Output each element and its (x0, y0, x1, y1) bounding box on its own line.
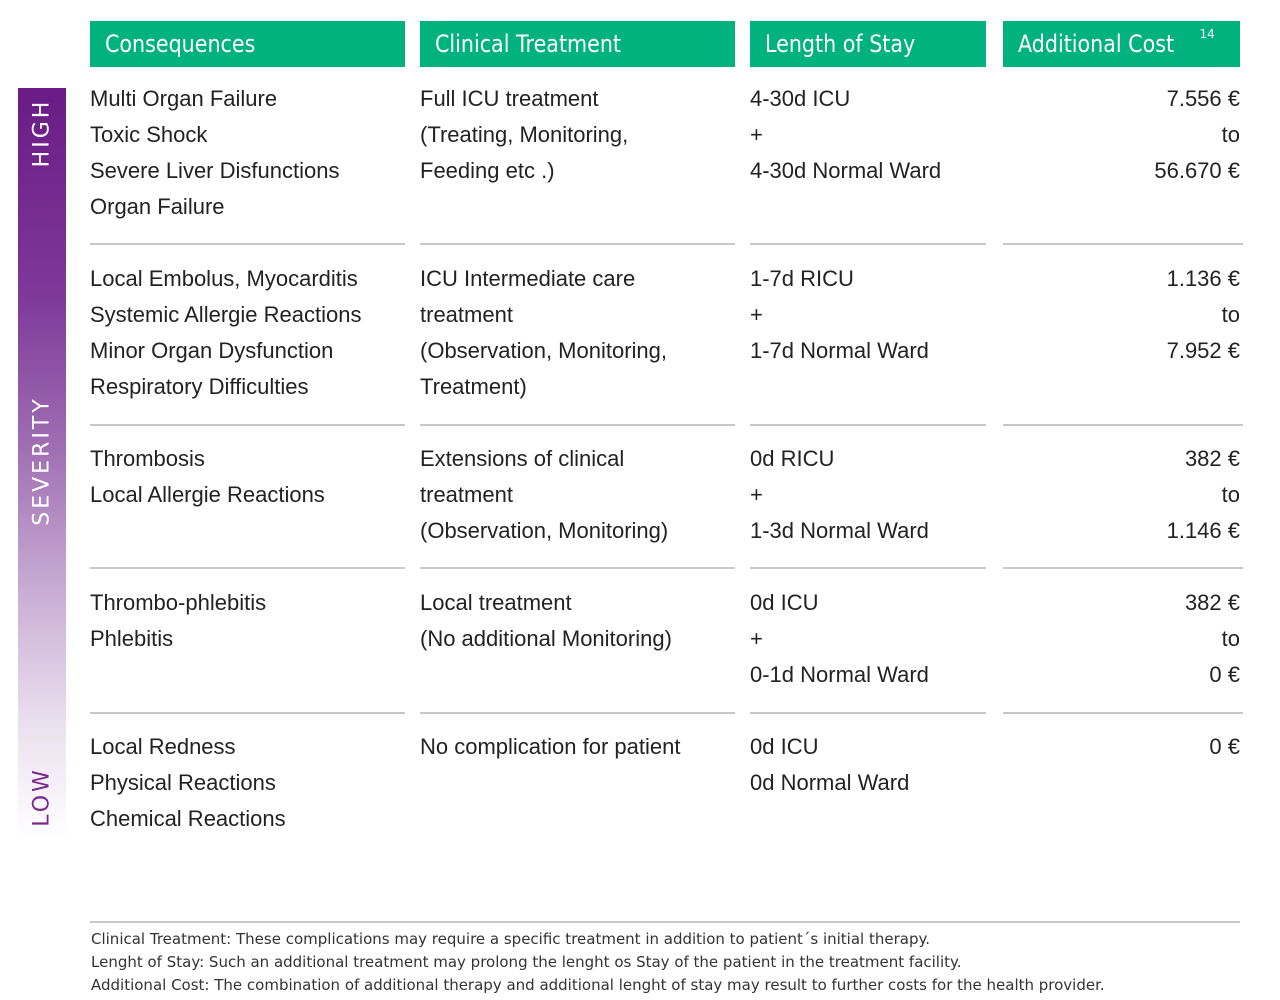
cell-line: Chemical Reactions (90, 806, 286, 831)
cell-line: 1-7d Normal Ward (750, 338, 929, 363)
footnotes (91, 928, 1105, 997)
cell-line: 382 € (1184, 446, 1240, 471)
footnote-additional-cost: Additional Cost: The combination of additional therapy and additional lenght of stay may result to further costs for the health provider. (91, 976, 1105, 994)
cell-line: to (1221, 482, 1240, 507)
cell-line: (Observation, Monitoring, (420, 338, 667, 363)
additional-cost-cell (1003, 585, 1240, 693)
cell-line: Treatment) (420, 374, 527, 399)
severity-low-label: LOW (29, 767, 55, 827)
cell-line: Local Allergie Reactions (90, 482, 325, 507)
consequences-cell (90, 585, 405, 657)
header-additional-cost-label: Additional Cost (1018, 30, 1175, 58)
cell-line: Organ Failure (90, 194, 225, 219)
header-additional-cost (1003, 21, 1240, 67)
consequences-cell (90, 441, 405, 513)
cell-line: 0d Normal Ward (750, 770, 910, 795)
cell-line: 0d ICU (750, 590, 819, 615)
row-divider (750, 243, 986, 245)
row-divider (420, 424, 735, 426)
cell-line: Physical Reactions (90, 770, 276, 795)
length-of-stay-cell (750, 441, 986, 549)
header-clinical-treatment-label: Clinical Treatment (435, 30, 622, 58)
row-divider (90, 567, 405, 569)
cell-line: Thrombo-phlebitis (90, 590, 267, 615)
length-of-stay-cell (750, 729, 986, 801)
cell-line: 0 € (1209, 734, 1240, 759)
cell-line: Multi Organ Failure (90, 86, 278, 111)
header-consequences-label: Consequences (105, 30, 256, 58)
cell-line: Extensions of clinical (420, 446, 625, 471)
cell-line: Respiratory Difficulties (90, 374, 309, 399)
cell-line: 1-3d Normal Ward (750, 518, 929, 543)
cell-line: + (750, 302, 763, 327)
cell-line: 1.136 € (1166, 266, 1240, 291)
row-divider (420, 712, 735, 714)
cell-line: Severe Liver Disfunctions (90, 158, 340, 183)
cell-line: Systemic Allergie Reactions (90, 302, 362, 327)
treatment-cell (420, 441, 735, 549)
row-divider (90, 243, 405, 245)
cell-line: + (750, 626, 763, 651)
cell-line: 4-30d ICU (750, 86, 851, 111)
cell-line: 7.952 € (1166, 338, 1240, 363)
cell-line: (Treating, Monitoring, (420, 122, 629, 147)
row-divider (90, 424, 405, 426)
treatment-cell (420, 729, 735, 765)
cell-line: 7.556 € (1166, 86, 1240, 111)
cell-line: (Observation, Monitoring) (420, 518, 669, 543)
consequences-cell (90, 81, 405, 225)
cell-line: (No additional Monitoring) (420, 626, 672, 651)
cell-line: Full ICU treatment (420, 86, 599, 111)
cell-line: Minor Organ Dysfunction (90, 338, 334, 363)
header-length-of-stay-label: Length of Stay (765, 30, 916, 58)
consequences-cell (90, 729, 405, 837)
length-of-stay-cell (750, 585, 986, 693)
cell-line: to (1221, 122, 1240, 147)
row-divider (90, 712, 405, 714)
cell-line: 0 € (1209, 662, 1240, 687)
cell-line: 1-7d RICU (750, 266, 854, 291)
cell-line: to (1221, 626, 1240, 651)
row-divider (750, 567, 986, 569)
footer-divider (90, 921, 1240, 923)
cell-line: + (750, 122, 763, 147)
severity-axis-label: SEVERITY (29, 396, 55, 526)
additional-cost-cell (1003, 441, 1240, 549)
cell-line: 56.670 € (1154, 158, 1240, 183)
cell-line: Thrombosis (90, 446, 205, 471)
row-divider (420, 567, 735, 569)
additional-cost-cell (1003, 261, 1240, 369)
footnote-marker: 14 (1199, 27, 1215, 41)
cell-line: 4-30d Normal Ward (750, 158, 942, 183)
row-divider (750, 424, 986, 426)
footnote-clinical-treatment: Clinical Treatment: These complications may require a specific treatment in addition to patient´s initial therapy. (91, 930, 930, 948)
row-divider (1003, 243, 1243, 245)
cell-line: Local Embolus, Myocarditis (90, 266, 358, 291)
header-length-of-stay (750, 21, 986, 67)
additional-cost-cell (1003, 81, 1240, 189)
length-of-stay-cell (750, 261, 986, 369)
cell-line: Phlebitis (90, 626, 174, 651)
cell-line: Feeding etc .) (420, 158, 555, 183)
cell-line: ICU Intermediate care (420, 266, 636, 291)
cell-line: 382 € (1184, 590, 1240, 615)
header-clinical-treatment (420, 21, 735, 67)
cell-line: 1.146 € (1166, 518, 1240, 543)
cell-line: treatment (420, 302, 513, 327)
row-divider (750, 712, 986, 714)
row-divider (1003, 712, 1243, 714)
treatment-cell (420, 585, 735, 657)
treatment-cell (420, 261, 735, 405)
cell-line: treatment (420, 482, 513, 507)
additional-cost-cell (1003, 729, 1240, 765)
header-consequences (90, 21, 405, 67)
treatment-cell (420, 81, 735, 189)
row-divider (1003, 567, 1243, 569)
consequences-cell (90, 261, 405, 405)
cell-line: Local Redness (90, 734, 236, 759)
footnote-length-of-stay: Lenght of Stay: Such an additional treatment may prolong the lenght os Stay of the patient in the treatment facility. (91, 953, 962, 971)
severity-high-label: HIGH (29, 98, 55, 168)
cell-line: 0d RICU (750, 446, 835, 471)
cell-line: + (750, 482, 763, 507)
cell-line: 0-1d Normal Ward (750, 662, 929, 687)
cell-line: Toxic Shock (90, 122, 208, 147)
row-divider (420, 243, 735, 245)
cell-line: No complication for patient (420, 734, 681, 759)
cell-line: Local treatment (420, 590, 572, 615)
cell-line: 0d ICU (750, 734, 819, 759)
length-of-stay-cell (750, 81, 986, 189)
cell-line: to (1221, 302, 1240, 327)
row-divider (1003, 424, 1243, 426)
